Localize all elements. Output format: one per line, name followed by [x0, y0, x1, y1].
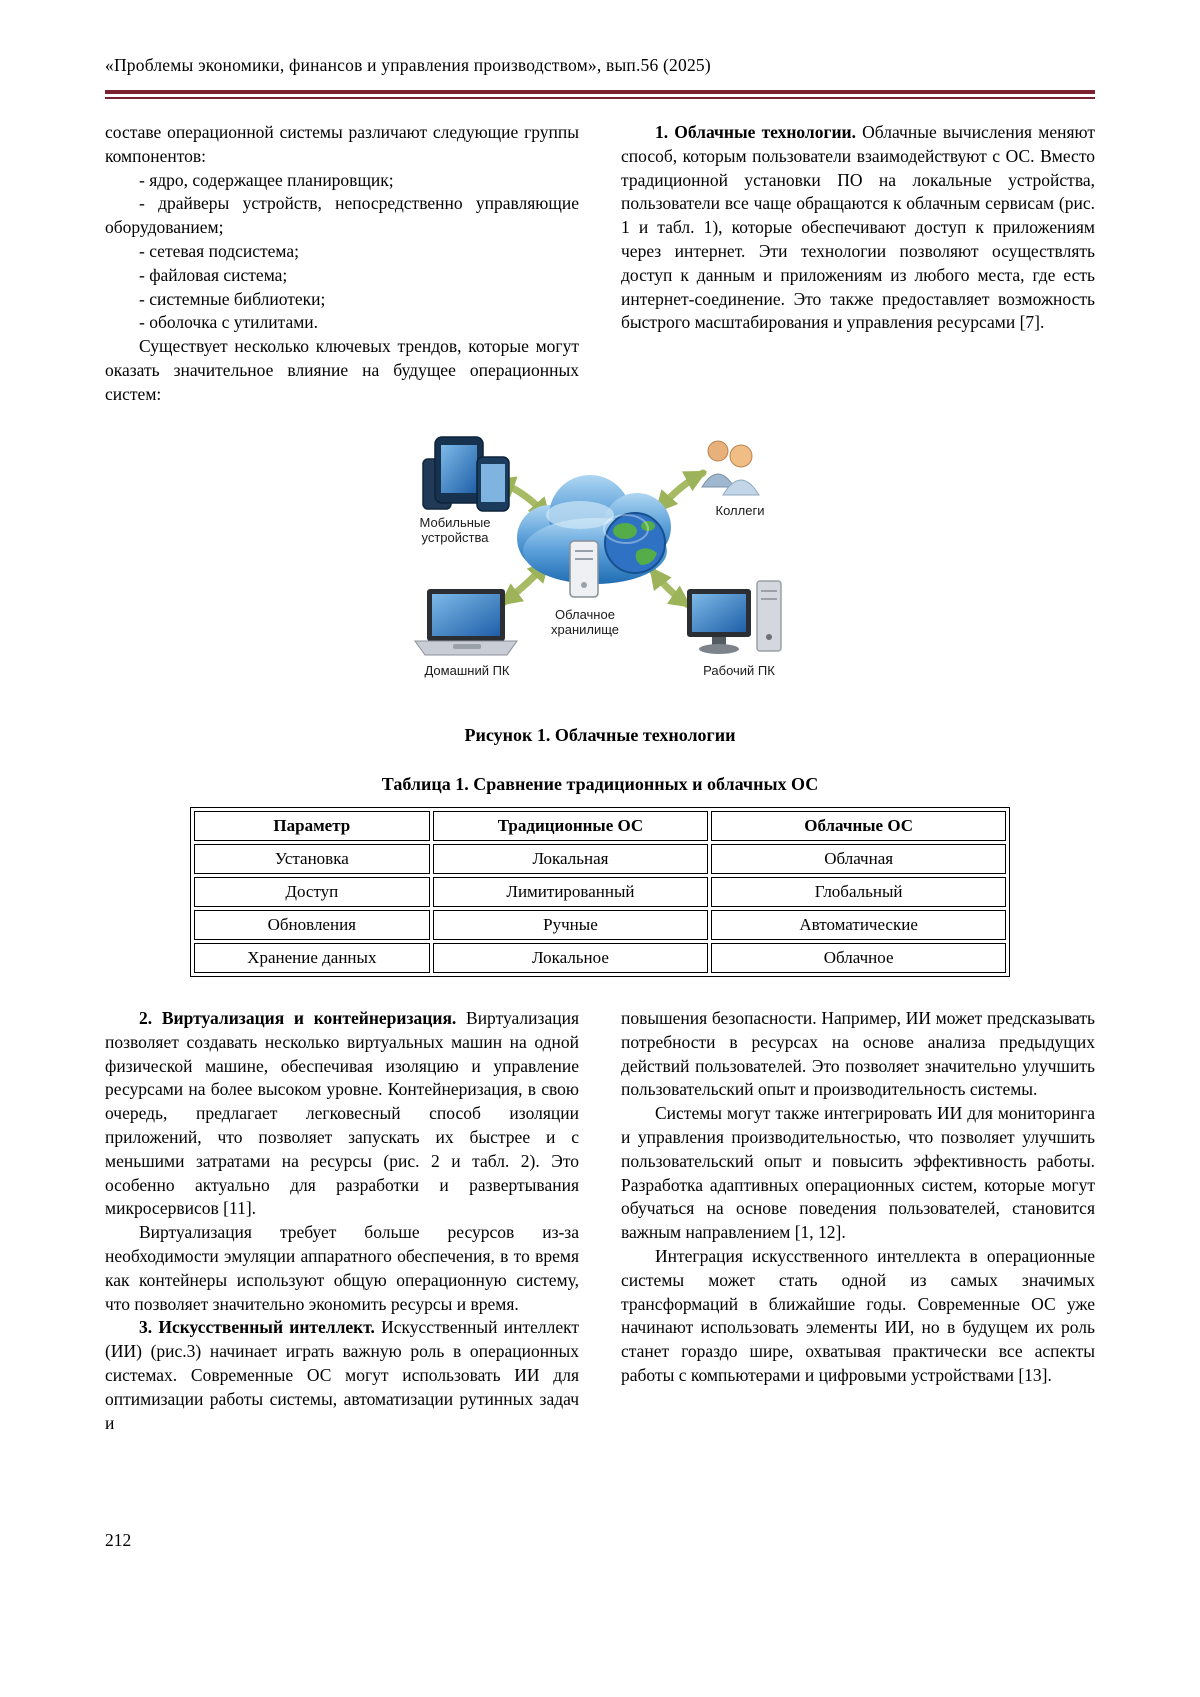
- mobile-devices-icon: [423, 437, 509, 511]
- colleagues-icon: [702, 441, 759, 495]
- header-rule: [105, 90, 1095, 99]
- table-cell: Лимитированный: [433, 877, 709, 907]
- top-right-column: [621, 121, 1095, 407]
- paragraph: Существует несколько ключевых трендов, которые могут оказать значительное влияние на будущее операционных систем:: [105, 336, 579, 404]
- bullet-item: - файловая система;: [139, 264, 288, 285]
- bottom-left-column: [105, 1007, 579, 1435]
- table-cell: Локальная: [433, 844, 709, 874]
- column-header: Облачные ОС: [711, 811, 1006, 841]
- table-cell: Хранение данных: [194, 943, 430, 973]
- page-number: 212: [105, 1530, 132, 1550]
- table-cell: Установка: [194, 844, 430, 874]
- globe-icon: [604, 513, 665, 573]
- table-row: [194, 910, 1006, 940]
- paragraph: составе операционной системы различают следующие группы компонентов:: [105, 122, 579, 166]
- table-row: [194, 877, 1006, 907]
- paragraph: повышения безопасности. Например, ИИ может предсказывать потребности в ресурсах на основе анализа предыдущих действий пользователей. Это позволяет значительно улучшить пользовательский опыт и производительность системы.: [621, 1008, 1095, 1100]
- table-cell: Обновления: [194, 910, 430, 940]
- top-left-column: [105, 121, 579, 407]
- table-cell: Локальное: [433, 943, 709, 973]
- section-2-paragraph: 2. Виртуализация и контейнеризация. Виртуализация позволяет создавать несколько виртуальных машин на одной физической машине, обеспечивая изоляцию и управление ресурсами на более высоком уровне. Контейнеризация, в свою очередь, предлагает легковесный способ изоляции приложений, что позволяет запускать их быстрее и с меньшими затратами на ресурсы (рис. 2 и табл. 2). Это особенно актуально для разработки и развертывания микросервисов [11].: [105, 1008, 579, 1219]
- table-row: [194, 943, 1006, 973]
- journal-header: «Проблемы экономики, финансов и управления производством», вып.56 (2025): [105, 55, 711, 75]
- figure-label-work-pc: Рабочий ПК: [703, 662, 775, 678]
- desktop-pc-icon: [687, 581, 781, 654]
- column-header: Параметр: [194, 811, 430, 841]
- figure-label-home-pc: Домашний ПК: [424, 662, 510, 678]
- section-1-heading: 1. Облачные технологии.: [655, 122, 856, 142]
- section-3-heading: 3. Искусственный интеллект.: [139, 1317, 375, 1338]
- comparison-table: [190, 807, 1010, 977]
- bottom-right-column: [621, 1007, 1095, 1435]
- table-header-row: [194, 811, 1006, 841]
- bullet-item: - системные библиотеки;: [139, 288, 326, 309]
- figure-1: [385, 423, 815, 715]
- laptop-icon: [415, 589, 517, 655]
- bullet-item: - ядро, содержащее планировщик;: [139, 169, 394, 190]
- table-cell: Облачное: [711, 943, 1006, 973]
- paragraph: Интеграция искусственного интеллекта в операционные системы может стать одной из самых значимых трансформаций в ближайшие годы. Современные ОС уже начинают использовать элементы ИИ, но в будущем их роль станет гораздо шире, охватывая практически все аспекты работы с компьютерами и цифровыми устройствами [13].: [621, 1246, 1095, 1385]
- paragraph: Системы могут также интегрировать ИИ для мониторинга и управления производительностью, что позволяет улучшить пользовательский опыт и повысить эффективность работы. Разработка адаптивных операционных систем, которые могут обучаться на основе поведения пользователей, становится важным направлением [1, 12].: [621, 1103, 1095, 1243]
- figure-label-colleagues: Коллеги: [715, 502, 765, 518]
- arrow-desktop-cloud: [652, 570, 688, 605]
- section-2-heading: 2. Виртуализация и контейнеризация.: [139, 1008, 457, 1029]
- bottom-text-section: [105, 1007, 1095, 1435]
- storage-icon: [570, 541, 598, 597]
- bullet-item: - драйверы устройств, непосредственно управляющие оборудованием;: [105, 193, 579, 238]
- top-text-section: [105, 121, 1095, 407]
- table-cell: Облачная: [711, 844, 1006, 874]
- section-1-paragraph: 1. Облачные технологии. Облачные вычисления меняют способ, которым пользователи взаимодействуют с ОС. Вместо традиционной установки ПО на локальные устройства, пользователи все чаще обращаются к облачным сервисам (рис. 1 и табл. 1), которые обеспечивают доступ к приложениям через интернет. Эти технологии позволяют осуществлять доступ к данным и приложениям из любого места, где есть интернет-соединение. Это также предоставляет возможность быстрого масштабирования и управления ресурсами [7].: [621, 122, 1095, 333]
- bullet-item: - сетевая подсистема;: [139, 240, 300, 261]
- table-cell: Ручные: [433, 910, 709, 940]
- bullet-item: - оболочка с утилитами.: [139, 312, 319, 333]
- table-cell: Глобальный: [711, 877, 1006, 907]
- table-cell: Доступ: [194, 877, 430, 907]
- section-3-paragraph: 3. Искусственный интеллект. Искусственный интеллект (ИИ) (рис.3) начинает играть важную роль в операционных системах. Современные ОС могут использовать ИИ для оптимизации работы системы, автоматизации рутинных задач и: [105, 1317, 580, 1433]
- column-header: Традиционные ОС: [433, 811, 709, 841]
- table-title: Таблица 1. Сравнение традиционных и облачных ОС: [381, 773, 819, 794]
- paragraph: Виртуализация требует больше ресурсов из-за необходимости эмуляции аппаратного обеспечения, в то время как контейнеры используют общую операционную систему, что позволяет значительно экономить ресурсы и время.: [105, 1222, 579, 1314]
- table-cell: Автоматические: [711, 910, 1006, 940]
- figure-caption: Рисунок 1. Облачные технологии: [464, 724, 736, 745]
- figure-label-storage: Облачное хранилище: [550, 606, 620, 638]
- figure-label-mobile: Мобильные устройства: [419, 514, 491, 546]
- table-row: [194, 844, 1006, 874]
